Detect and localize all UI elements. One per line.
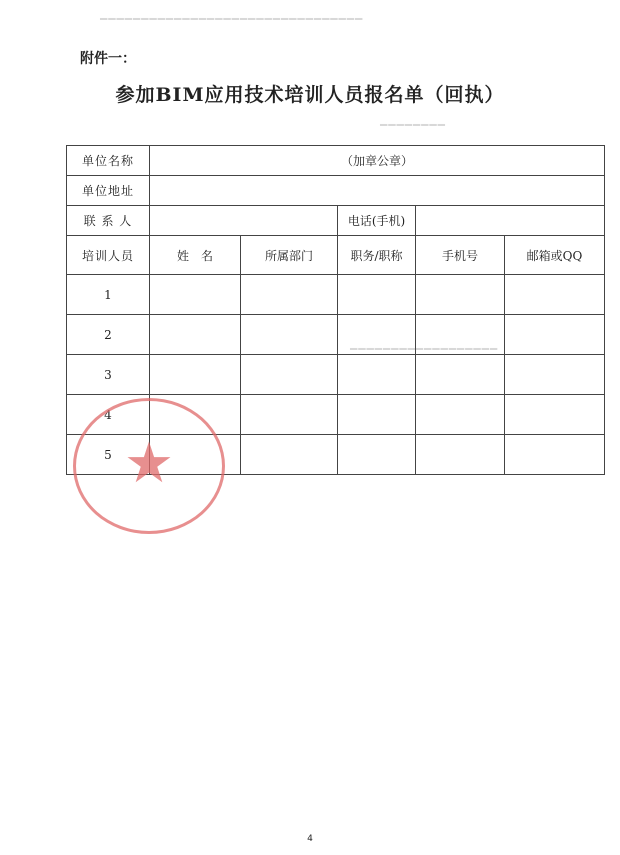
page-title: 参加BIM应用技术培训人员报名单（回执） <box>115 84 505 106</box>
email-cell[interactable] <box>505 395 605 435</box>
position-cell[interactable] <box>338 275 416 315</box>
table-row <box>67 435 605 475</box>
table-row <box>67 355 605 395</box>
table-row <box>67 315 605 355</box>
mobile-cell[interactable] <box>416 395 505 435</box>
column-header-position: 职务/职称 <box>338 236 416 275</box>
position-cell[interactable] <box>338 395 416 435</box>
table-row <box>67 395 605 435</box>
email-cell[interactable] <box>505 355 605 395</box>
department-cell[interactable] <box>241 395 338 435</box>
name-cell[interactable] <box>150 315 241 355</box>
row-number: 3 <box>67 355 150 395</box>
position-cell[interactable] <box>338 315 416 355</box>
row-number: 4 <box>67 395 150 435</box>
bleed-through-text: ━━━━━━━━ <box>380 118 446 132</box>
mobile-cell[interactable] <box>416 355 505 395</box>
row-number: 5 <box>67 435 150 475</box>
column-header-department: 所属部门 <box>241 236 338 275</box>
phone-label: 电话(手机) <box>338 206 416 236</box>
column-header-mobile: 手机号 <box>416 236 505 275</box>
email-cell[interactable] <box>505 275 605 315</box>
email-cell[interactable] <box>505 315 605 355</box>
unit-address-field[interactable] <box>150 176 605 206</box>
name-cell[interactable] <box>150 355 241 395</box>
trainees-label: 培训人员 <box>67 236 150 275</box>
unit-address-label: 单位地址 <box>67 176 150 206</box>
registration-form <box>66 145 605 475</box>
mobile-cell[interactable] <box>416 275 505 315</box>
name-cell[interactable] <box>150 275 241 315</box>
mobile-cell[interactable] <box>416 315 505 355</box>
attachment-label: 附件一： <box>80 51 136 67</box>
position-cell[interactable] <box>338 435 416 475</box>
unit-name-field[interactable] <box>150 146 605 176</box>
bleed-through-text: ━━━━━━━━━━━━━━━━━━ <box>350 342 499 356</box>
page-number: 4 <box>307 834 313 844</box>
department-cell[interactable] <box>241 275 338 315</box>
column-header-name: 姓 名 <box>150 236 241 275</box>
department-cell[interactable] <box>241 435 338 475</box>
unit-name-label: 单位名称 <box>67 146 150 176</box>
star-icon: ★ <box>123 431 175 496</box>
contact-field[interactable] <box>150 206 338 236</box>
name-cell[interactable] <box>150 395 241 435</box>
unit-name-hint: （加章公章） <box>341 154 414 168</box>
name-cell[interactable] <box>150 435 241 475</box>
department-cell[interactable] <box>241 355 338 395</box>
mobile-cell[interactable] <box>416 435 505 475</box>
phone-field[interactable] <box>416 206 605 236</box>
table-row <box>67 275 605 315</box>
row-number: 2 <box>67 315 150 355</box>
department-cell[interactable] <box>241 315 338 355</box>
bleed-through-text: ━━━━━━━━━━━━━━━━━━━━━━━━━━━━━━━━ <box>100 12 364 26</box>
contact-label: 联 系 人 <box>67 206 150 236</box>
position-cell[interactable] <box>338 355 416 395</box>
email-cell[interactable] <box>505 435 605 475</box>
column-header-email: 邮箱或QQ <box>505 236 605 275</box>
row-number: 1 <box>67 275 150 315</box>
